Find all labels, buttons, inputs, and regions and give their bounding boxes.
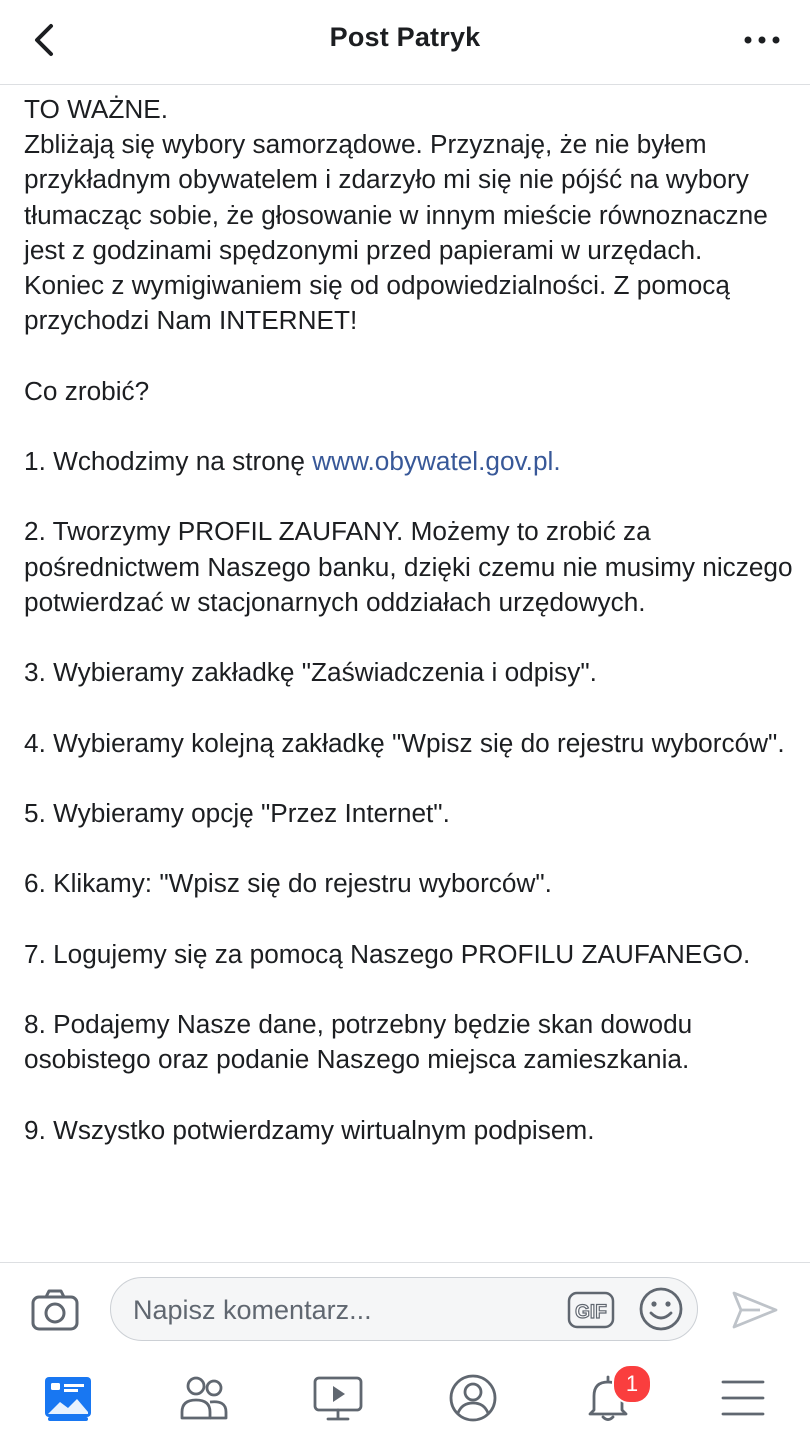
more-options-icon[interactable] — [742, 26, 782, 54]
step-4: 4. Wybieramy kolejną zakładkę "Wpisz się do rejestru wyborców". — [24, 727, 785, 758]
step-8: 8. Podajemy Nasze dane, potrzebny będzie skan dowodu osobistego oraz podanie Naszego miejsca zamieszkania. — [24, 1009, 693, 1075]
comment-input[interactable] — [110, 1277, 698, 1341]
step-3: 3. Wybieramy zakładkę "Zaświadczenia i odpisy". — [24, 657, 597, 688]
step-1-text: 1. Wchodzimy na stronę — [24, 446, 313, 476]
step-7: 7. Logujemy się za pomocą Naszego PROFILU ZAUFANEGO. — [24, 938, 751, 969]
bottom-tab-bar — [0, 1354, 810, 1440]
comment-placeholder: Napisz komentarz... — [133, 1295, 372, 1325]
post-paragraph: TO WAŻNE. — [24, 94, 169, 124]
notification-badge: 1 — [612, 1364, 652, 1404]
page-title: Post Patryk — [329, 22, 481, 52]
step-2: 2. Tworzymy PROFIL ZAUFANY. Możemy to zrobić za pośrednictwem Naszego banku, dzięki czemu nie musimy niczego potwierdzać w stacjonarnych oddziałach urzędowych. — [24, 516, 793, 617]
post-paragraph: Co zrobić? — [24, 375, 150, 406]
svg-text:GIF: GIF — [575, 1302, 607, 1323]
comment-bar — [0, 1262, 810, 1356]
top-bar — [0, 0, 810, 85]
gif-icon[interactable] — [567, 1291, 615, 1329]
post-paragraph: Zbliżają się wybory samorządowe. Przyznaję, że nie byłem przykładnym obywatelem i zdarzyło mi się nie pójść na wybory tłumacząc sobie, że głosowanie w innym mieście równoznaczne jest z godzinami spędzonymi przed papierami w urzędach. — [24, 129, 768, 265]
emoji-icon[interactable] — [638, 1286, 684, 1332]
step-1 — [24, 444, 794, 479]
step-9: 9. Wszystko potwierdzamy wirtualnym podpisem. — [24, 1114, 595, 1145]
camera-icon[interactable] — [30, 1287, 80, 1333]
news-feed-icon[interactable] — [40, 1372, 96, 1424]
obywatel-link[interactable]: www.obywatel.gov.pl. — [312, 446, 561, 476]
friends-icon[interactable] — [176, 1372, 232, 1424]
step-6: 6. Klikamy: "Wpisz się do rejestru wyborców". — [24, 868, 552, 899]
profile-icon[interactable] — [445, 1372, 501, 1424]
send-icon[interactable] — [730, 1287, 780, 1333]
menu-icon[interactable] — [715, 1372, 771, 1424]
post-paragraph: Koniec z wymigiwaniem się od odpowiedzialności. Z pomocą przychodzi Nam INTERNET! — [24, 270, 730, 336]
step-5: 5. Wybieramy opcję "Przez Internet". — [24, 797, 450, 828]
post-text — [24, 92, 794, 1148]
watch-icon[interactable] — [310, 1372, 366, 1424]
